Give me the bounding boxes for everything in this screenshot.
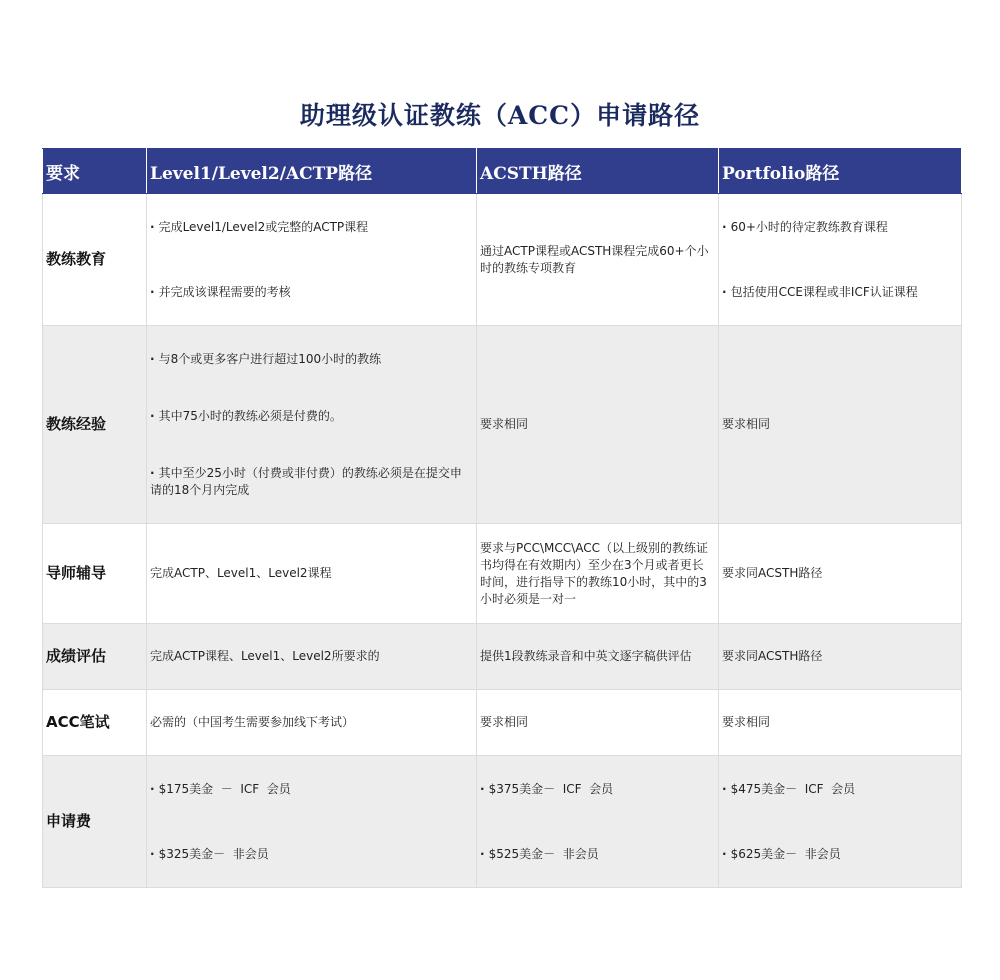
header-portfolio-path: Portfolio路径 — [719, 149, 962, 194]
list-item: · $325美金－ 非会员 — [150, 846, 473, 863]
acsth-cell: 提供1段教练录音和中英文逐字稿供评估 — [477, 624, 719, 690]
table-header-row — [43, 149, 962, 194]
level-cell: 完成ACTP课程、Level1、Level2所要求的 — [147, 624, 477, 690]
row-label: 教练教育 — [43, 194, 147, 326]
level-cell: 完成ACTP、Level1、Level2课程 — [147, 524, 477, 624]
header-requirement: 要求 — [43, 149, 147, 194]
portfolio-cell — [719, 194, 962, 326]
page-title: 助理级认证教练（ACC）申请路径 — [299, 101, 701, 130]
level-cell — [147, 194, 477, 326]
list-item: · $175美金 － ICF 会员 — [150, 781, 473, 798]
level-cell — [147, 326, 477, 524]
table-row — [43, 756, 962, 888]
acsth-cell — [477, 756, 719, 888]
portfolio-cell: 要求同ACSTH路径 — [719, 624, 962, 690]
list-item: · $475美金－ ICF 会员 — [722, 781, 958, 798]
table-row — [43, 524, 962, 624]
table-row — [43, 326, 962, 524]
list-item: · $525美金－ 非会员 — [480, 846, 715, 863]
level-cell — [147, 756, 477, 888]
list-item: · 完成Level1/Level2或完整的ACTP课程 — [150, 219, 473, 236]
list-item: · 其中75小时的教练必须是付费的。 — [150, 408, 473, 425]
portfolio-cell: 要求相同 — [719, 326, 962, 524]
header-level-path: Level1/Level2/ACTP路径 — [147, 149, 477, 194]
acsth-cell: 要求与PCC\MCC\ACC（以上级别的教练证书均得在有效期内）至少在3个月或者更长时间，进行指导下的教练10小时，其中的3小时必须是一对一 — [477, 524, 719, 624]
portfolio-cell: 要求相同 — [719, 690, 962, 756]
list-item: · 包括使用CCE课程或非ICF认证课程 — [722, 284, 958, 301]
list-item: · $375美金－ ICF 会员 — [480, 781, 715, 798]
row-label: 成绩评估 — [43, 624, 147, 690]
list-item: · 与8个或更多客户进行超过100小时的教练 — [150, 351, 473, 368]
header-acsth-path: ACSTH路径 — [477, 149, 719, 194]
table-row — [43, 624, 962, 690]
list-item: · 60+小时的待定教练教育课程 — [722, 219, 958, 236]
row-label: 导师辅导 — [43, 524, 147, 624]
list-item: · 其中至少25小时（付费或非付费）的教练必须是在提交申请的18个月内完成 — [150, 465, 473, 499]
table-row — [43, 194, 962, 326]
acsth-cell: 要求相同 — [477, 326, 719, 524]
acsth-cell: 要求相同 — [477, 690, 719, 756]
table-row — [43, 690, 962, 756]
list-item: · $625美金－ 非会员 — [722, 846, 958, 863]
acsth-cell: 通过ACTP课程或ACSTH课程完成60+个小时的教练专项教育 — [477, 194, 719, 326]
portfolio-cell: 要求同ACSTH路径 — [719, 524, 962, 624]
level-cell: 必需的（中国考生需要参加线下考试） — [147, 690, 477, 756]
row-label: 教练经验 — [43, 326, 147, 524]
acc-path-table — [42, 148, 962, 888]
portfolio-cell — [719, 756, 962, 888]
row-label: ACC笔试 — [43, 690, 147, 756]
row-label: 申请费 — [43, 756, 147, 888]
list-item: · 并完成该课程需要的考核 — [150, 284, 473, 301]
